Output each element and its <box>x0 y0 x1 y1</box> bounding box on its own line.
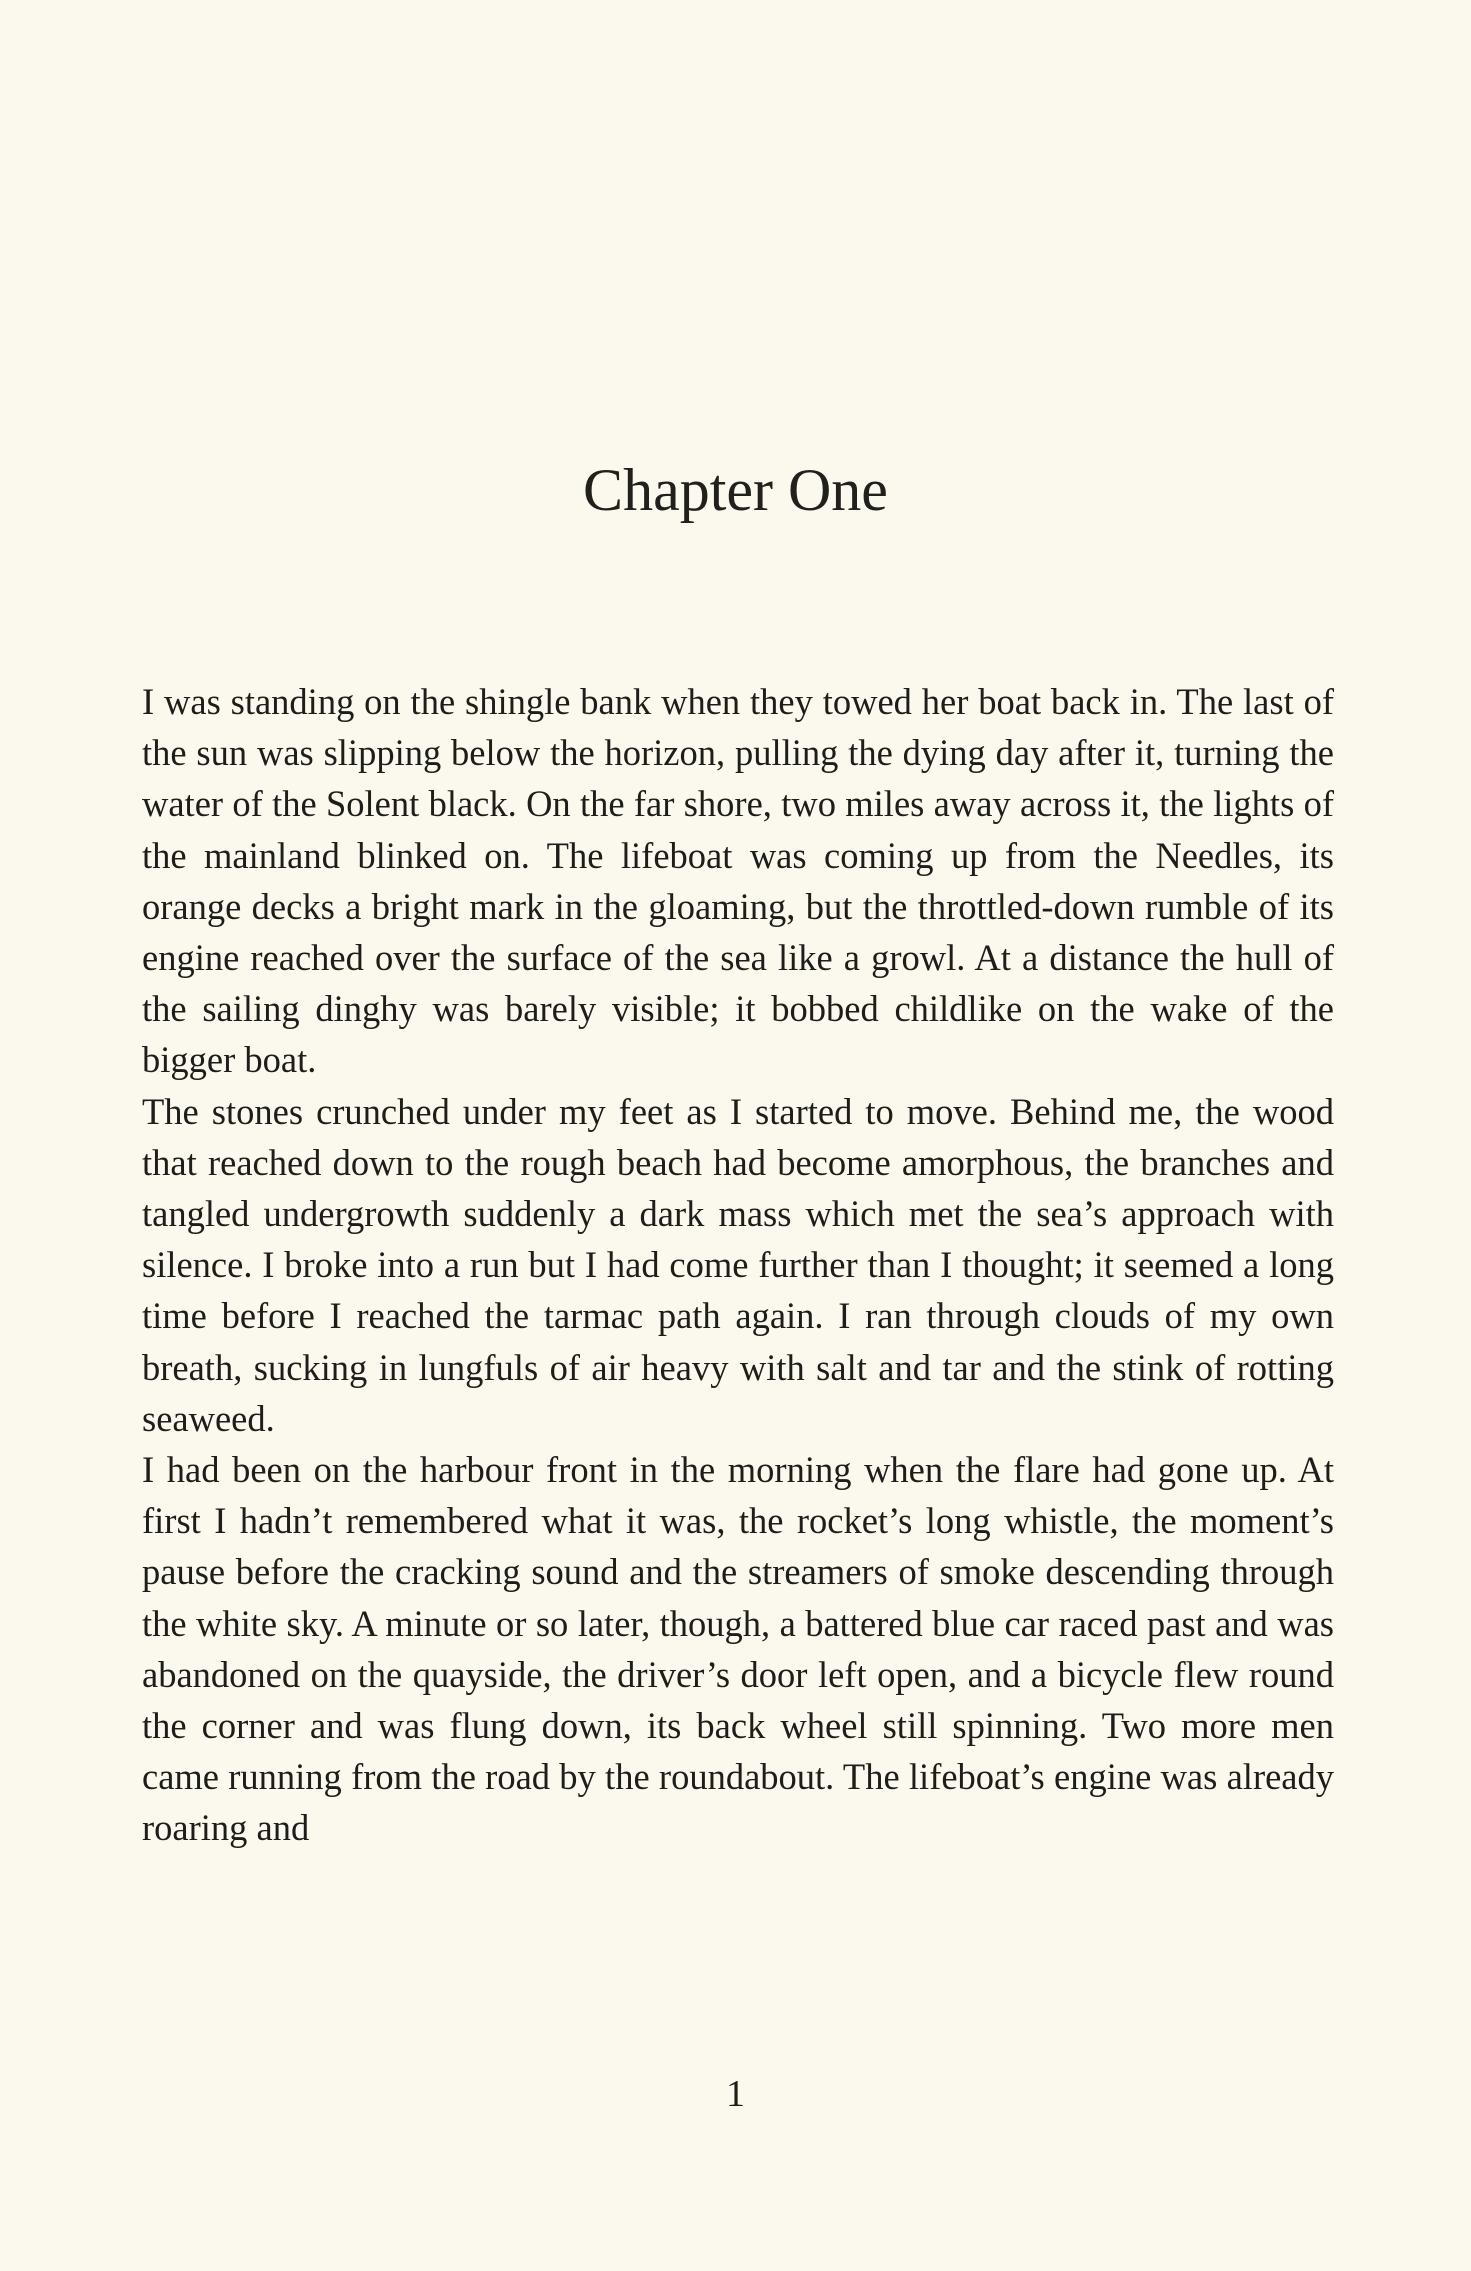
chapter-title: Chapter One <box>583 457 888 523</box>
paragraph: I had been on the harbour front in the morning when the flare had gone up. At first I hadn’t remembered what it was, the rocket’s long whistle, the moment’s pause before the cracking sound and the streamers of smoke descending through the white sky. A minute or so later, though, a battered blue car raced past and was abandoned on the quayside, the driver’s door left open, and a bicycle flew round the corner and was flung down, its back wheel still spinning. Two more men came running from the road by the roundabout. The lifeboat’s engine was already roaring and <box>142 1449 1334 1849</box>
page-number: 1 <box>726 2073 745 2115</box>
paragraph: I was standing on the shingle bank when they towed her boat back in. The last of the sun was slipping below the horizon, pulling the dying day after it, turning the water of the Solent black. On the far shore, two miles away across it, the lights of the mainland blinked on. The lifeboat was coming up from the Needles, its orange decks a bright mark in the gloaming, but the throttled-down rumble of its engine reached over the surface of the sea like a growl. At a distance the hull of the sailing dinghy was barely visible; it bobbed childlike on the wake of the bigger boat. <box>142 681 1334 1081</box>
body-text <box>142 676 1334 1854</box>
paragraph: The stones crunched under my feet as I started to move. Behind me, the wood that reached down to the rough beach had become amorphous, the branches and tangled undergrowth suddenly a dark mass which met the sea’s approach with silence. I broke into a run but I had come further than I thought; it seemed a long time before I reached the tarmac path again. I ran through clouds of my own breath, sucking in lungfuls of air heavy with salt and tar and the stink of rotting seaweed. <box>142 1090 1334 1439</box>
